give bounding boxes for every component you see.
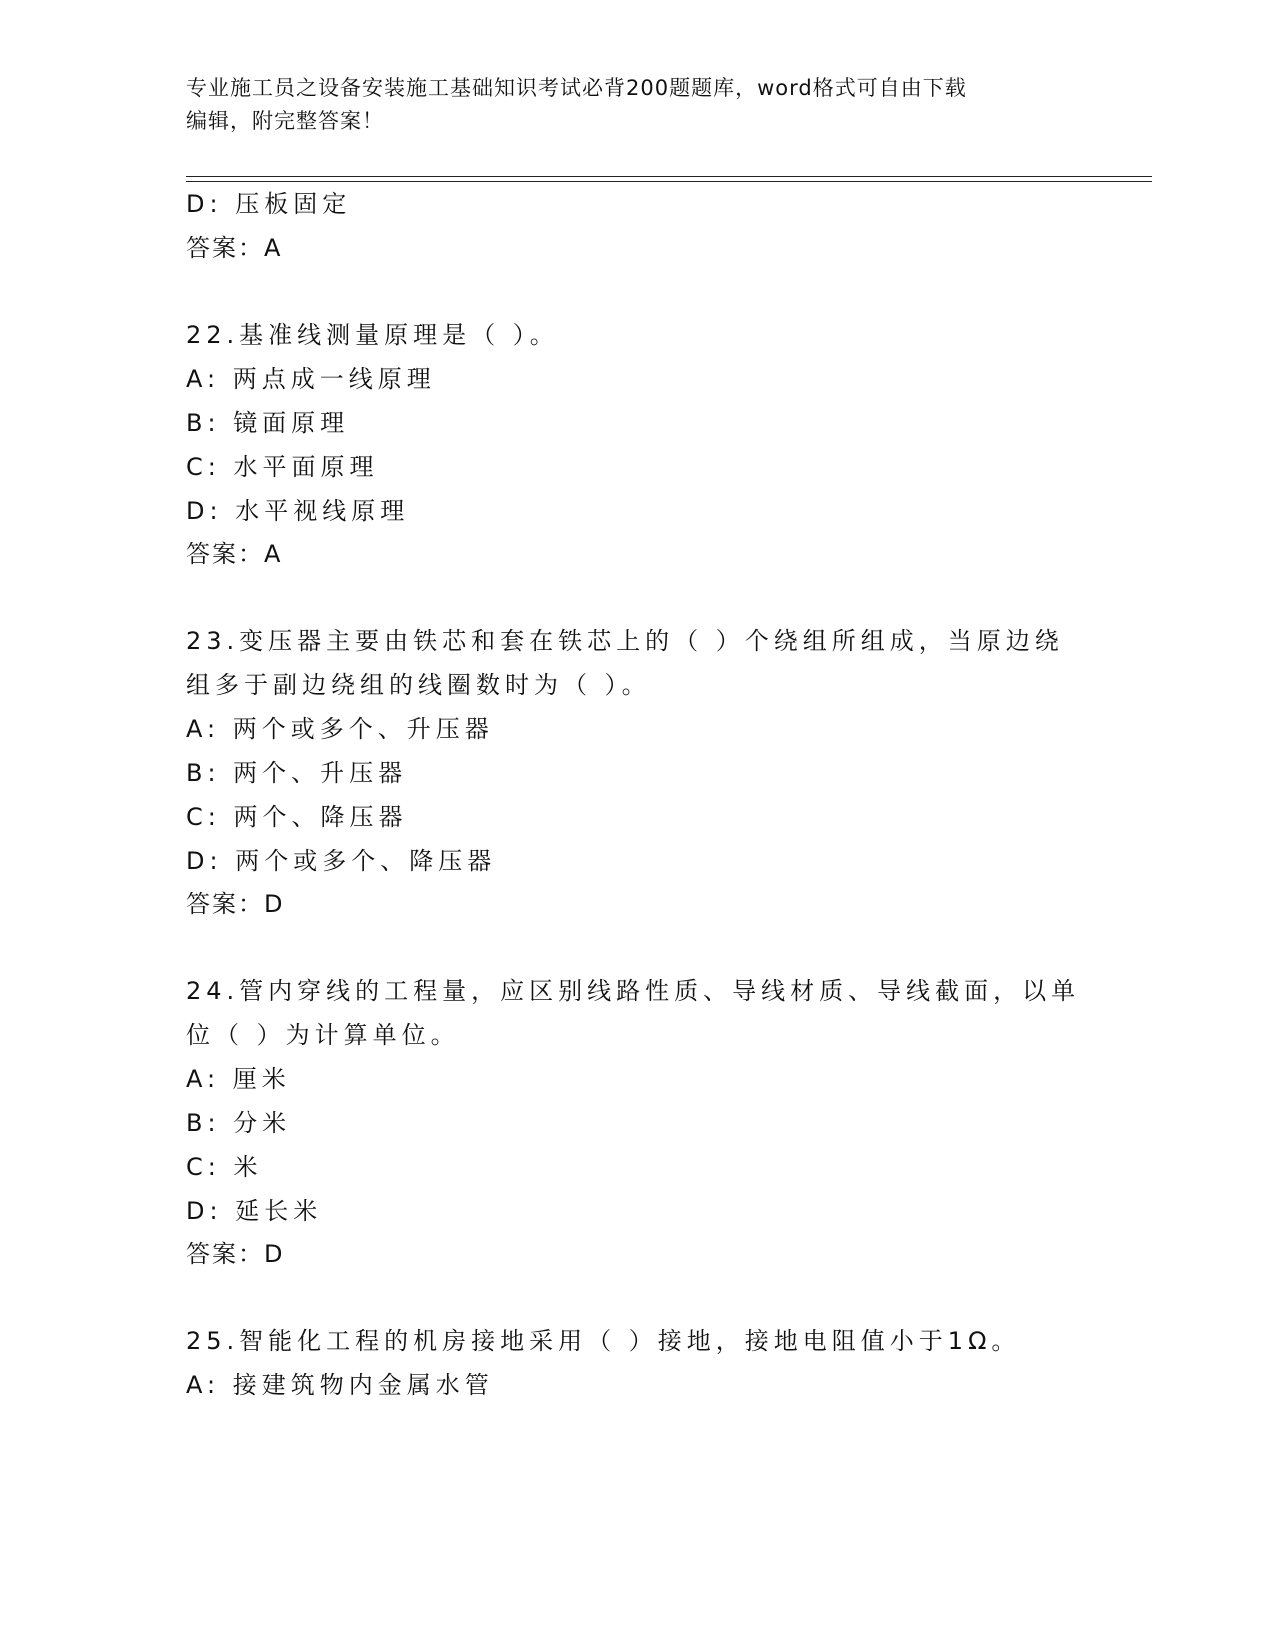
q24-option-c: C: 米 (186, 1153, 263, 1181)
q23-answer: 答案：D (186, 890, 285, 918)
q22-option-d: D: 水平视线原理 (186, 497, 410, 525)
q25-title: 25.智能化工程的机房接地采用（ ）接地，接地电阻值小于1Ω。 (186, 1327, 1021, 1355)
q23-title-line-2: 组多于副边绕组的线圈数时为（ ）。 (186, 671, 651, 699)
page-header (186, 72, 1086, 138)
q24-answer: 答案：D (186, 1240, 285, 1268)
header-divider-top (186, 176, 1152, 177)
q24-title-line-2: 位（ ）为计算单位。 (186, 1021, 460, 1049)
q23-option-b: B: 两个、升压器 (186, 759, 408, 787)
q22-answer: 答案：A (186, 540, 283, 568)
q22-option-a: A: 两点成一线原理 (186, 365, 436, 393)
q22-title: 22.基准线测量原理是（ ）。 (186, 321, 559, 349)
q24-option-d: D: 延长米 (186, 1197, 323, 1225)
q23-option-c: C: 两个、降压器 (186, 803, 408, 831)
q25-option-a: A: 接建筑物内金属水管 (186, 1371, 494, 1399)
prev-question-option-d: D: 压板固定 (186, 190, 352, 218)
q24-option-b: B: 分米 (186, 1109, 292, 1137)
header-title-line-1: 专业施工员之设备安装施工基础知识考试必背200题题库，word格式可自由下载 (186, 76, 967, 100)
q22-option-c: C: 水平面原理 (186, 453, 379, 481)
header-title-line-2: 编辑，附完整答案！ (186, 109, 384, 133)
q24-title-line-1: 24.管内穿线的工程量，应区别线路性质、导线材质、导线截面，以单 (186, 977, 1081, 1005)
q24-option-a: A: 厘米 (186, 1065, 291, 1093)
q23-title-line-1: 23.变压器主要由铁芯和套在铁芯上的（ ）个绕组所组成，当原边绕 (186, 627, 1064, 655)
prev-question-answer: 答案：A (186, 234, 283, 262)
q22-option-b: B: 镜面原理 (186, 409, 350, 437)
q23-option-a: A: 两个或多个、升压器 (186, 715, 494, 743)
header-divider-bottom (186, 181, 1152, 182)
q23-option-d: D: 两个或多个、降压器 (186, 847, 497, 875)
